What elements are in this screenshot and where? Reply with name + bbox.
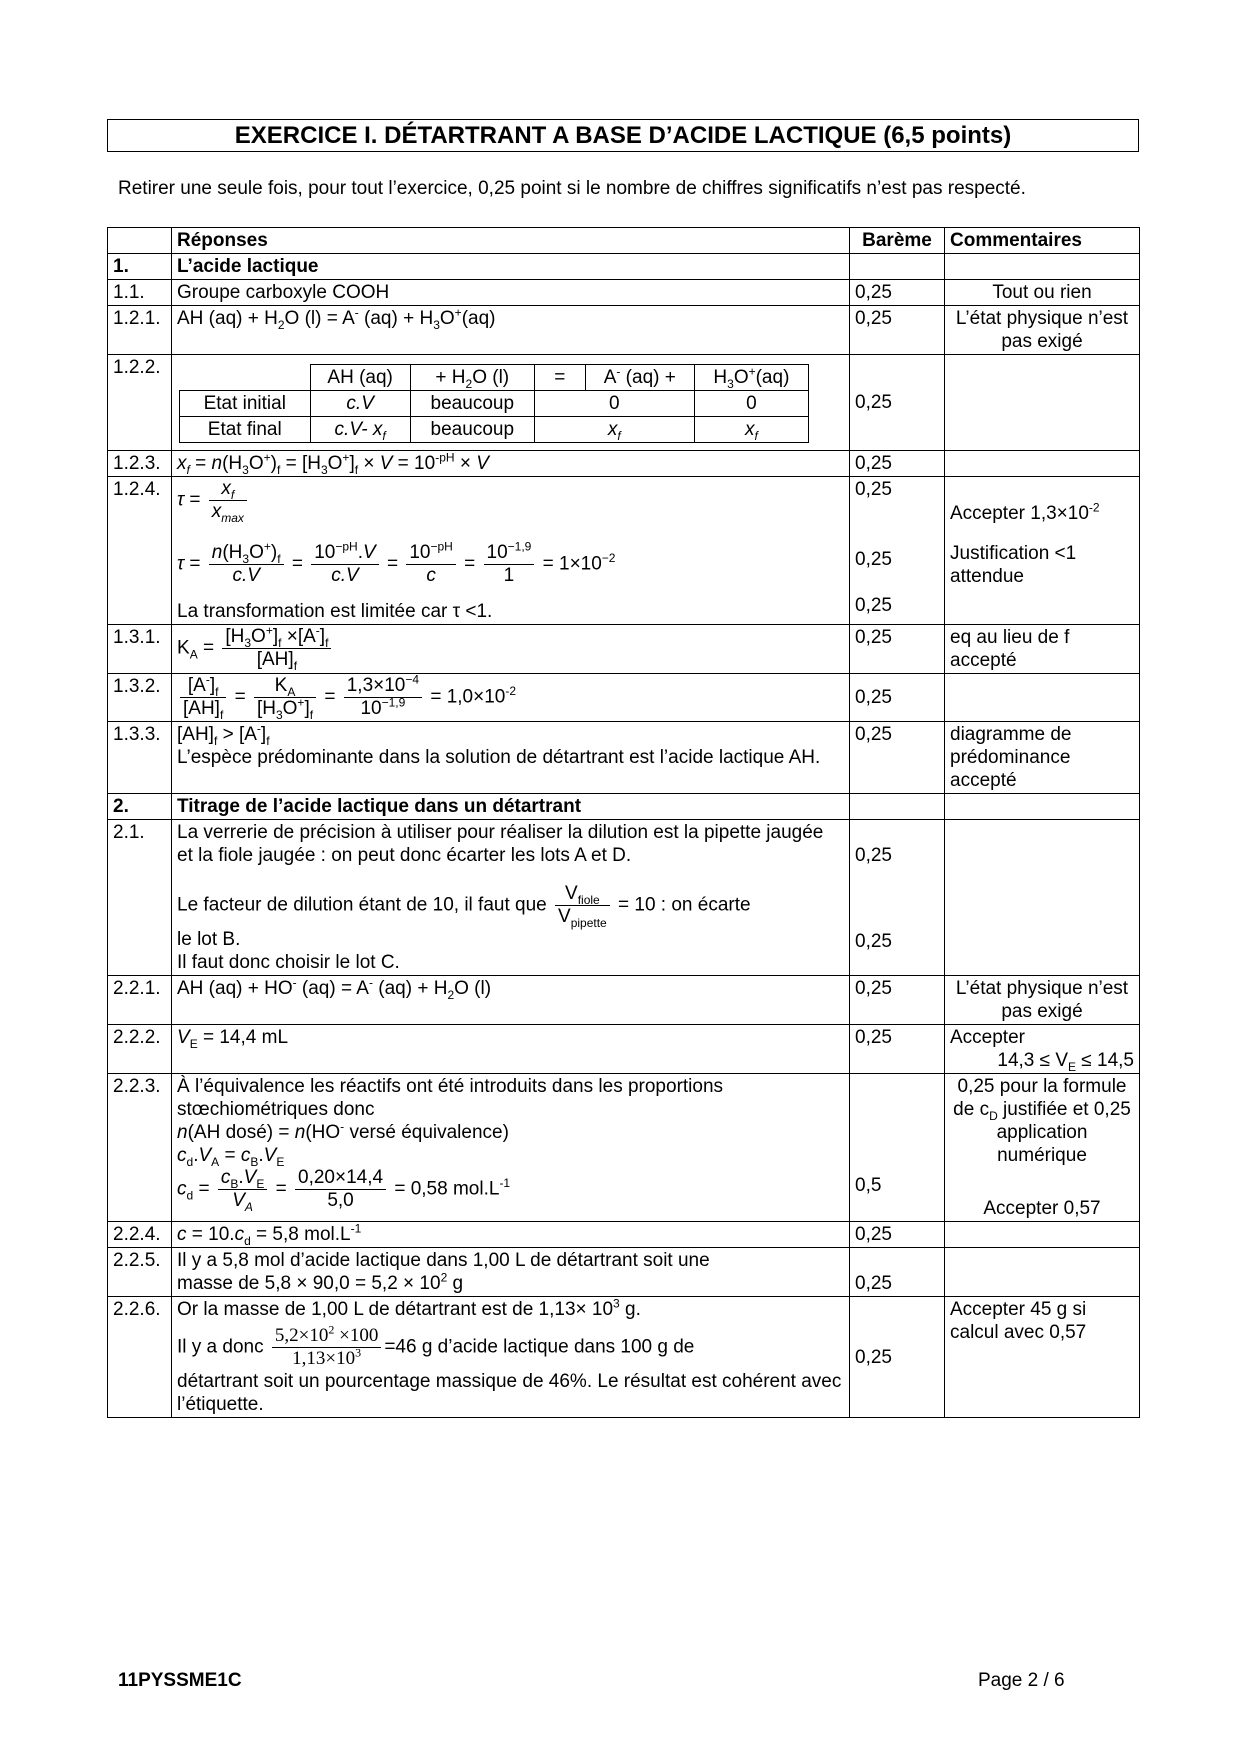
header-commentaires: Commentaires: [945, 228, 1140, 254]
table-row: 1.3.1. $K_A$ = $\frac{[H_3O^+]_f \times[A^-]_f}{[AH]_f}$ 0,25 eq au lieu de f accepté: [108, 625, 1140, 674]
table-row: 2.2.5. Il y a 5,8 mol d’acide lactique dans 1,00 L de détartrant soit une masse de $5,8 \times 90,0 = 5,2 \times 10^2$ g 0,25: [108, 1248, 1140, 1297]
table-row: 1.2.1. AH $(aq) + H_2O$ (l) = A- $(aq) + H_3O^+(aq)$ 0,25 L’état physique n’est pas exigé: [108, 306, 1140, 355]
table-row: 2.2.4. $c = 10.c_d = 5,8$ $mol.L^{-1}$ 0,25: [108, 1222, 1140, 1248]
exercise-title: EXERCICE I. DÉTARTRANT A BASE D’ACIDE LACTIQUE (6,5 points): [107, 119, 1139, 152]
table-row: 1.2.3. $x_f = n(H_3O^+)_f = [H_3O^+]_f \times V = 10^{-pH} \times V$ 0,25: [108, 451, 1140, 477]
table-row: 2.2.3. À l’équivalence les réactifs ont été introduits dans les proportions stœchiométriques donc n(AH dosé) = n(HO- versé équivalence) $c_d.V_A = c_B.V_E$ $c_d$ = $\frac{c_B.V_E}{V_A}$ = $\frac{0,20\times 14,4}{5,0}$ = 0,58 $mol.L^{-1}$ 0,5 0,25 pour la formule de $c_D$ justifiée et 0,25 application numérique Accepter 0,57: [108, 1074, 1140, 1222]
table-row: 2.2.6. Or la masse de 1,00 L de détartrant est de $1,13\times 10^3$ g. Il y a donc $\frac{5,2\times 10^2 \times 100}{1,13\times 10^3}$ =46 g d’acide lactique dans 100 g de détartrant soit un pourcentage massique de 46%. Le résultat est cohérent avec l’étiquette. 0,25 Accepter 45 g si calcul avec 0,57: [108, 1297, 1140, 1418]
equation-1-2-1: AH $(aq) + H_2O$ (l) = A- $(aq) + H_3O^+(aq)$: [172, 306, 850, 355]
table-row: 1.2.4. τ = $\frac{x_f}{x_{max}}$ τ = $\frac{n(H_3O^+)_f}{c.V}$ = $\frac{10^{-pH}.V}{c.V}$ = $\frac{10^{-pH}}{c}$ = $\frac{10^{-1,9}}{1}$ = $1\times 10^{-2}$ La transformation est limitée car τ <1. 0,25 0,25 0,25 Accepter $1,3\times 10^{-2}$ Justification <1 attendue: [108, 477, 1140, 625]
header-reponses: Réponses: [172, 228, 850, 254]
table-header-row: [108, 228, 1140, 254]
section-1-title: L’acide lactique: [172, 254, 850, 280]
intro-text: Retirer une seule fois, pour tout l’exercice, 0,25 point si le nombre de chiffres significatifs n’est pas respecté.: [118, 178, 1026, 199]
page-number: Page 2 / 6: [978, 1670, 1065, 1691]
header-bareme: Barème: [850, 228, 945, 254]
table-row: 1.3.3. $[AH]_f > [A^-]_f$ L’espèce prédominante dans la solution de détartrant est l’acide lactique AH. 0,25 diagramme de prédominance accepté: [108, 722, 1140, 794]
document-code: 11PYSSME1C: [118, 1670, 242, 1691]
section-2-title: Titrage de l’acide lactique dans un détartrant: [172, 794, 850, 820]
table-row: 1.2.2. AH (aq) + $H_2O$ (l) = A- (aq) + $H_3O^+(aq)$ Etat initial c.V beaucoup 0 0 Etat final c.V- $x_f$ beaucoup $x_f$ $x_f$ 0,25: [108, 355, 1140, 451]
table-row: 1.3.2. $\frac{[A^-]_f}{[AH]_f}$ = $\frac{K_A}{[H_3O^+]_f}$ = $\frac{1,3\times 10^{-4}}{10^{-1,9}}$ = $1,0\times 10^{-2}$ 0,25: [108, 674, 1140, 722]
answer-table: [107, 227, 1140, 1418]
table-row: 2.1. La verrerie de précision à utiliser pour réaliser la dilution est la pipette jaugée et la fiole jaugée : on peut donc écarter les lots A et D. Le facteur de dilution étant de 10, il faut que $\frac{V_{fiole}}{V_{pipette}}$ = 10 : on écarte le lot B. Il faut donc choisir le lot C. 0,25 0,25: [108, 820, 1140, 976]
progress-table: AH (aq) + $H_2O$ (l) = A- (aq) + $H_3O^+(aq)$ Etat initial c.V beaucoup 0 0 Etat final c.V- $x_f$ beaucoup $x_f$ $x_f$: [179, 364, 809, 443]
table-row: 2.2.1. AH (aq) + HO- (aq) = A- $(aq) + H_2O$ (l) 0,25 L’état physique n’est pas exigé: [108, 976, 1140, 1025]
table-row: 2.2.2. $V_E = 14,4$ mL 0,25 Accepter $14,3 \le V_E \le 14,5$: [108, 1025, 1140, 1074]
section-2-row: 2. Titrage de l’acide lactique dans un détartrant: [108, 794, 1140, 820]
table-row: 1.1. Groupe carboxyle COOH 0,25 Tout ou rien: [108, 280, 1140, 306]
section-1-row: 1. L’acide lactique: [108, 254, 1140, 280]
